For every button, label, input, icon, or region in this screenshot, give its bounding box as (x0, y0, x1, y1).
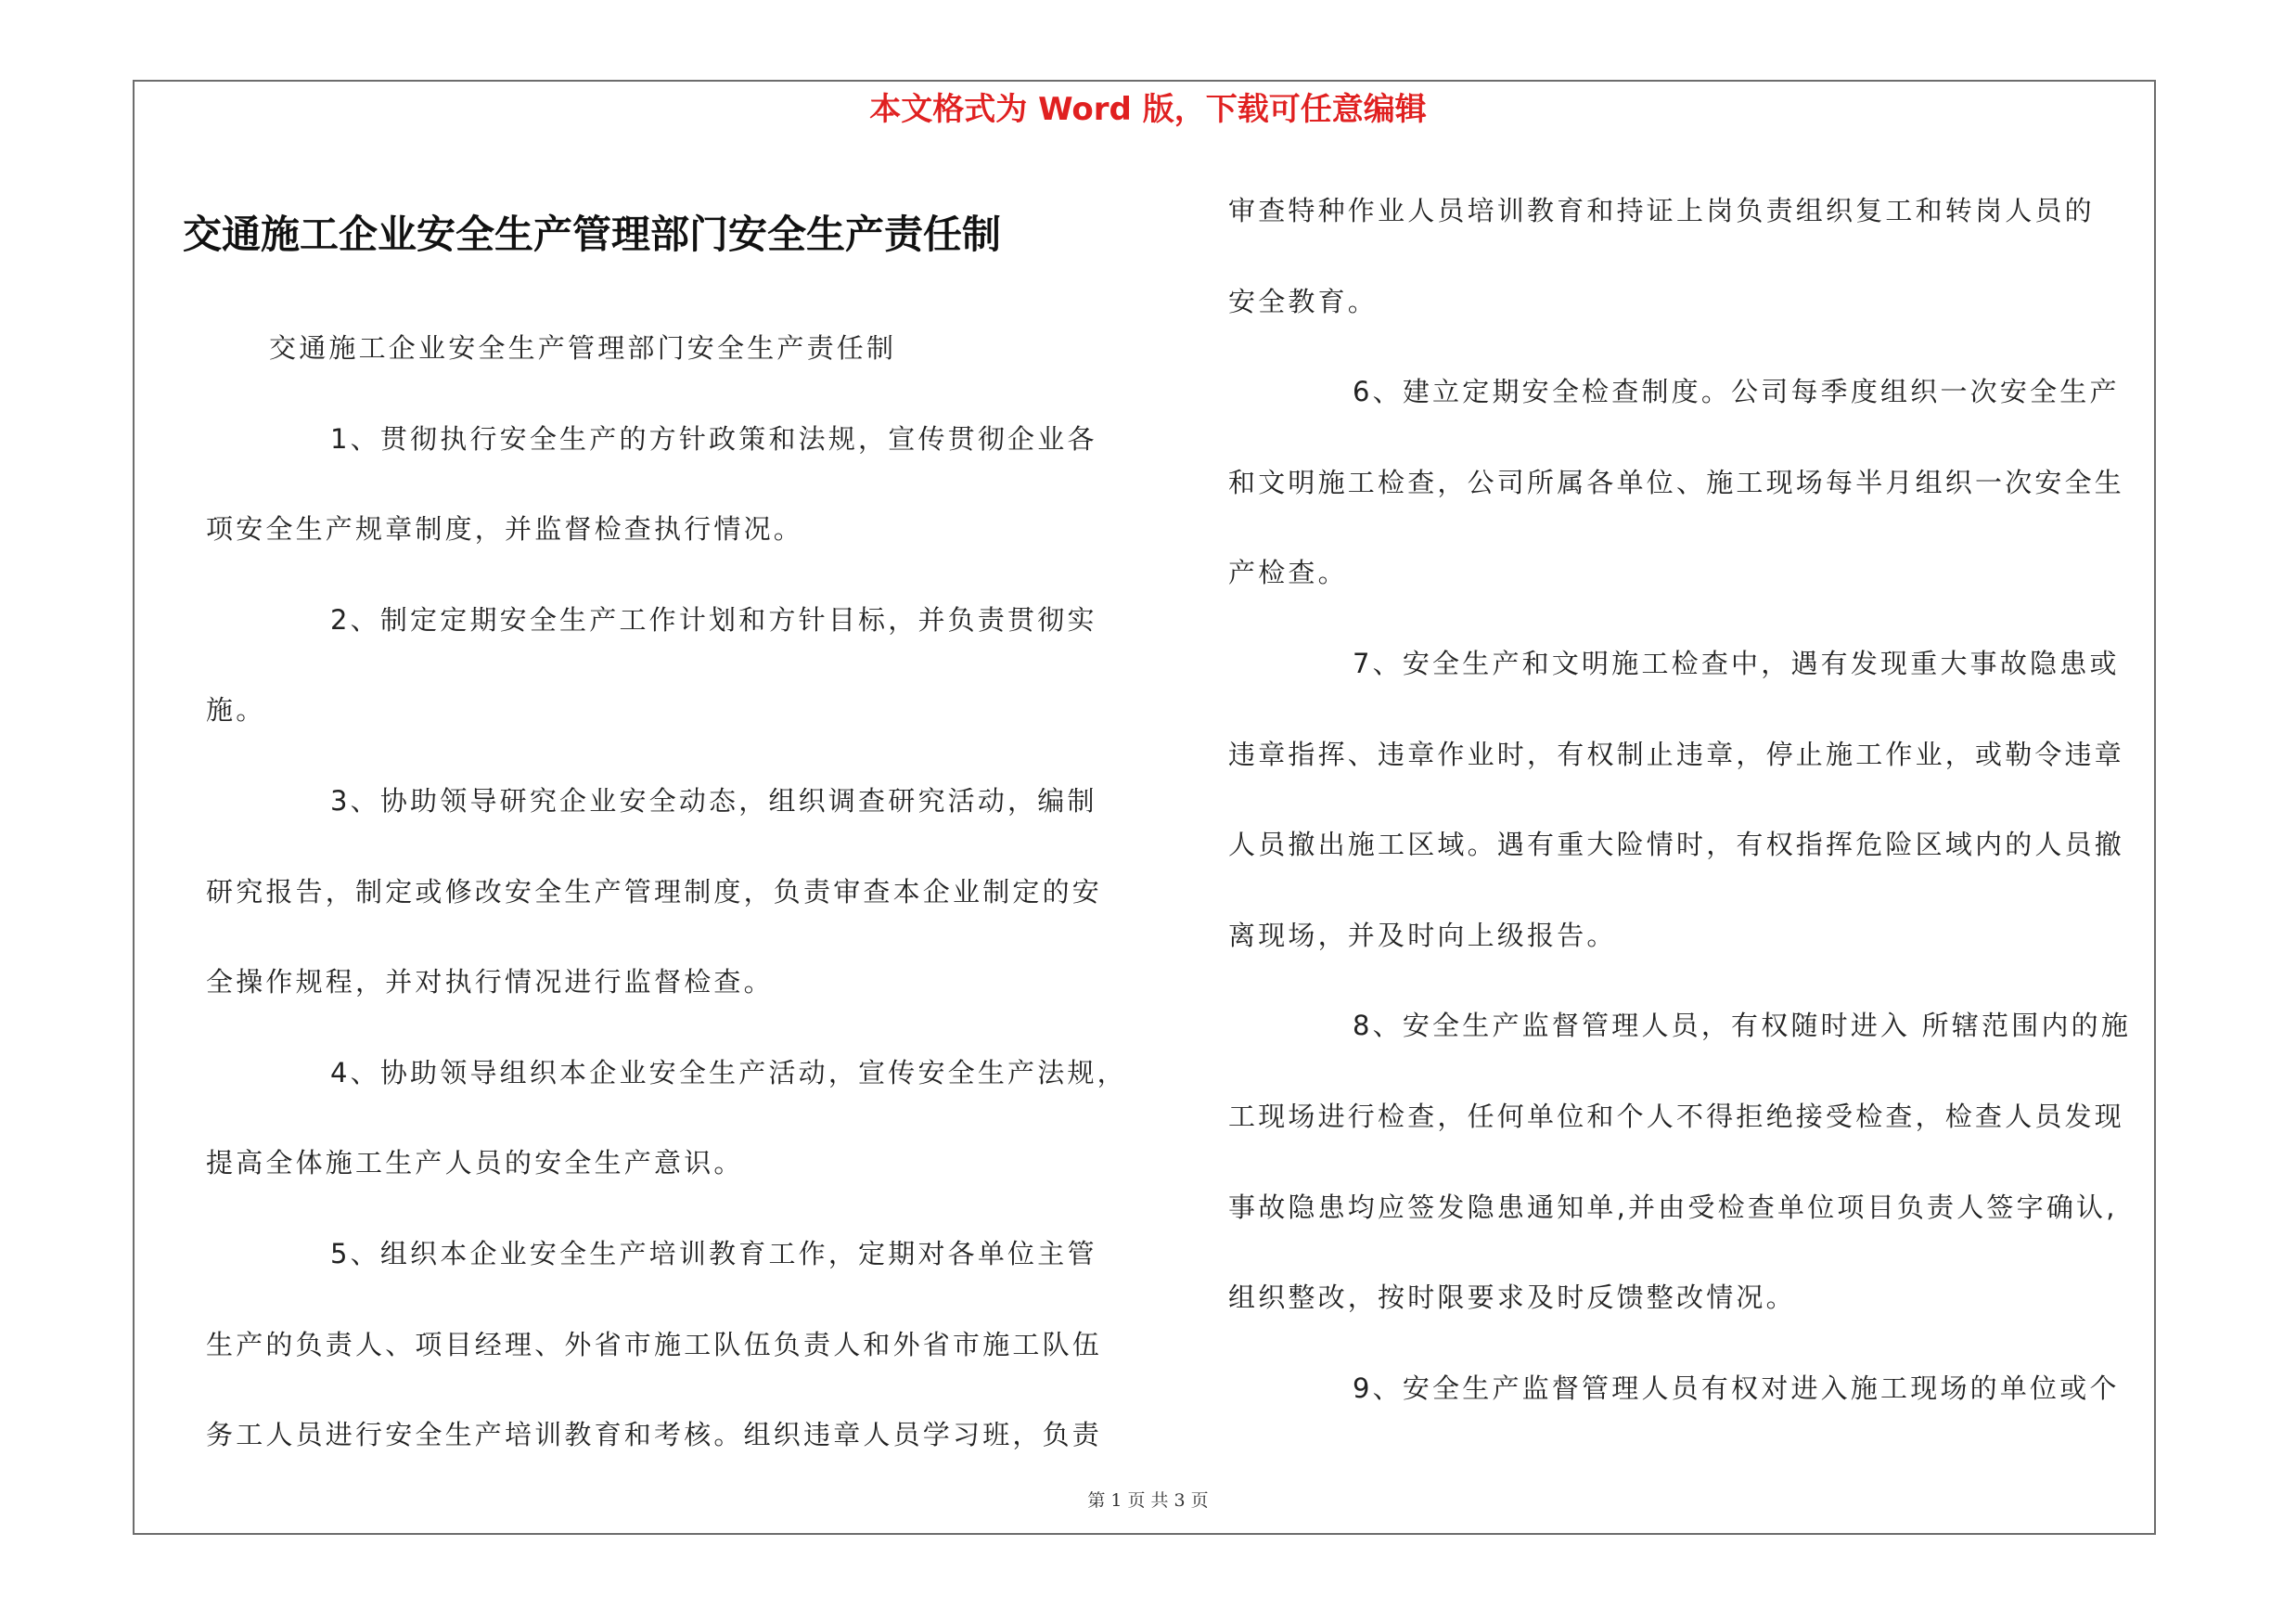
body-line: 施。 (206, 694, 266, 727)
body-line: 项安全生产规章制度，并监督检查执行情况。 (206, 513, 804, 546)
body-line: 离现场，并及时向上级报告。 (1228, 919, 1617, 951)
document-title: 交通施工企业安全生产管理部门安全生产责任制 (183, 212, 1002, 257)
body-line: 全操作规程，并对执行情况进行监督检查。 (206, 966, 774, 998)
body-line: 4、协助领导组织本企业安全生产活动，宣传安全生产法规， (330, 1056, 1127, 1088)
body-line: 8、安全生产监督管理人员，有权随时进入 所辖范围内的施 (1353, 1010, 2132, 1042)
body-line: 产检查。 (1228, 557, 1348, 589)
body-line: 交通施工企业安全生产管理部门安全生产责任制 (269, 332, 897, 364)
body-line: 安全教育。 (1228, 285, 1379, 317)
body-line: 事故隐患均应签发隐患通知单,并由受检查单位项目负责人签字确认, (1228, 1191, 2118, 1223)
body-line: 2、制定定期安全生产工作计划和方针目标，并负责贯彻实 (330, 603, 1097, 636)
body-line: 提高全体施工生产人员的安全生产意识。 (206, 1147, 744, 1179)
format-banner: 本文格式为 Word 版，下载可任意编辑 (869, 91, 1427, 128)
body-line: 6、建立定期安全检查制度。公司每季度组织一次安全生产 (1353, 376, 2120, 408)
body-line: 5、组织本企业安全生产培训教育工作，定期对各单位主管 (330, 1238, 1097, 1269)
body-line: 违章指挥、违章作业时，有权制止违章，停止施工作业，或勒令违章 (1228, 738, 2125, 770)
body-line: 审查特种作业人员培训教育和持证上岗负责组织复工和转岗人员的 (1228, 195, 2095, 226)
body-line: 工现场进行检查，任何单位和个人不得拒绝接受检查，检查人员发现 (1228, 1101, 2125, 1132)
body-line: 研究报告，制定或修改安全生产管理制度，负责审查本企业制定的安 (206, 875, 1103, 908)
body-line: 组织整改，按时限要求及时反馈整改情况。 (1228, 1282, 1796, 1314)
body-line: 和文明施工检查，公司所属各单位、施工现场每半月组织一次安全生 (1228, 466, 2125, 498)
body-line: 3、协助领导研究企业安全动态，组织调查研究活动，编制 (330, 785, 1097, 817)
page-number: 第 1 页 共 3 页 (1087, 1490, 1209, 1511)
body-line: 7、安全生产和文明施工检查中，遇有发现重大事故隐患或 (1353, 648, 2120, 679)
body-line: 9、安全生产监督管理人员有权对进入施工现场的单位或个 (1353, 1372, 2120, 1404)
body-line: 人员撤出施工区域。遇有重大险情时，有权指挥危险区域内的人员撤 (1228, 829, 2125, 861)
body-line: 生产的负责人、项目经理、外省市施工队伍负责人和外省市施工队伍 (206, 1328, 1103, 1360)
body-line: 1、贯彻执行安全生产的方针政策和法规，宣传贯彻企业各 (330, 422, 1097, 455)
body-line: 务工人员进行安全生产培训教育和考核。组织违章人员学习班，负责 (206, 1419, 1103, 1451)
